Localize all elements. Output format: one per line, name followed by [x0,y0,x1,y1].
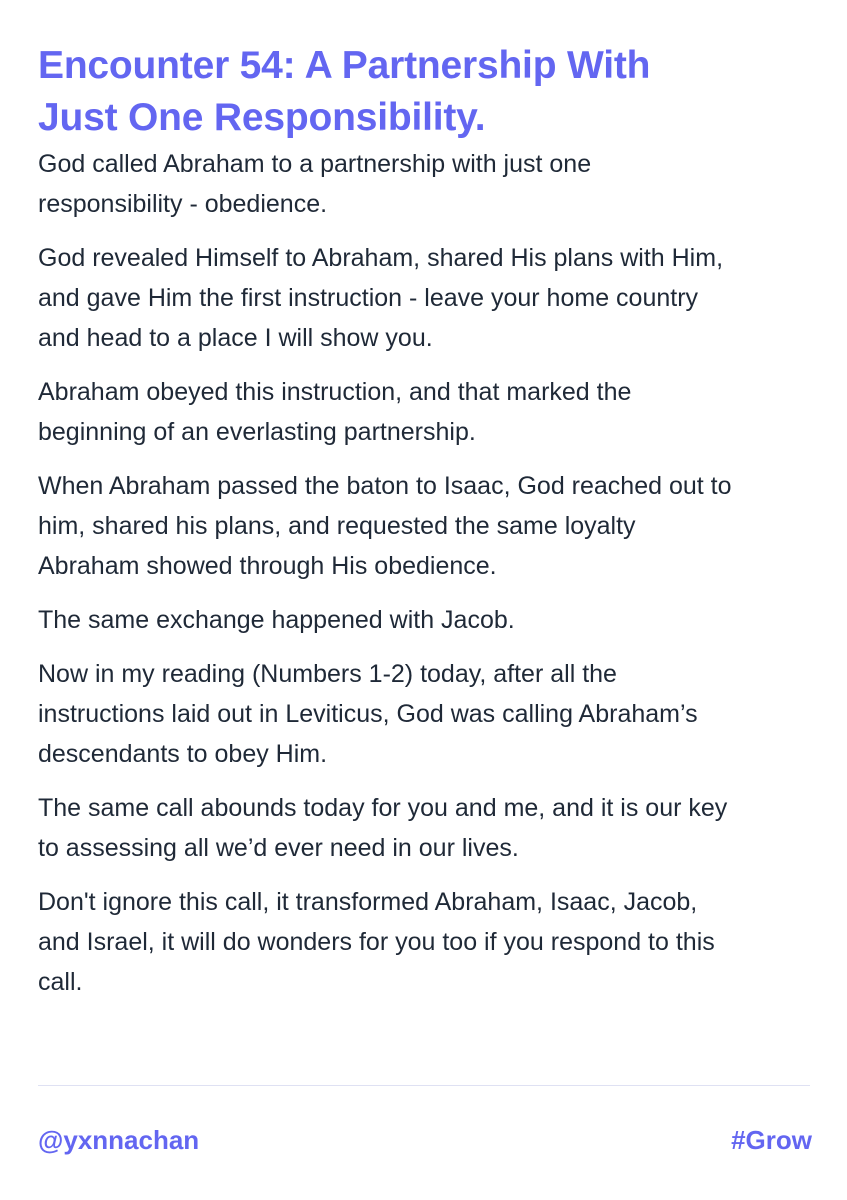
footer-divider [38,1085,810,1086]
post-paragraph: When Abraham passed the baton to Isaac, God reached out to him, shared his plans, and requested the same loyalty Abraham showed through His obedience. [38,472,732,580]
post-paragraph: The same exchange happened with Jacob. [38,606,515,634]
post-footer [38,1120,812,1160]
post-paragraph: The same call abounds today for you and me, and it is our key to assessing all we’d ever need in our lives. [38,794,728,862]
hashtag-label: #Grow [731,1124,812,1155]
post-paragraph: God revealed Himself to Abraham, shared His plans with Him, and gave Him the first instruction - leave your home country and head to a place I will show you. [38,244,724,352]
post-title: Encounter 54: A Partnership With Just One Responsibility. [38,44,651,139]
post-body [38,144,812,1002]
post-paragraph: God called Abraham to a partnership with just one responsibility - obedience. [38,150,592,218]
post-card [38,40,812,1164]
author-handle: @yxnnachan [38,1124,200,1155]
post-paragraph: Now in my reading (Numbers 1-2) today, after all the instructions laid out in Leviticus, God was calling Abraham’s descendants to obey Him. [38,660,698,768]
post-paragraph: Abraham obeyed this instruction, and that marked the beginning of an everlasting partnership. [38,378,632,446]
post-paragraph: Don't ignore this call, it transformed Abraham, Isaac, Jacob, and Israel, it will do wonders for you too if you respond to this call. [38,888,715,996]
